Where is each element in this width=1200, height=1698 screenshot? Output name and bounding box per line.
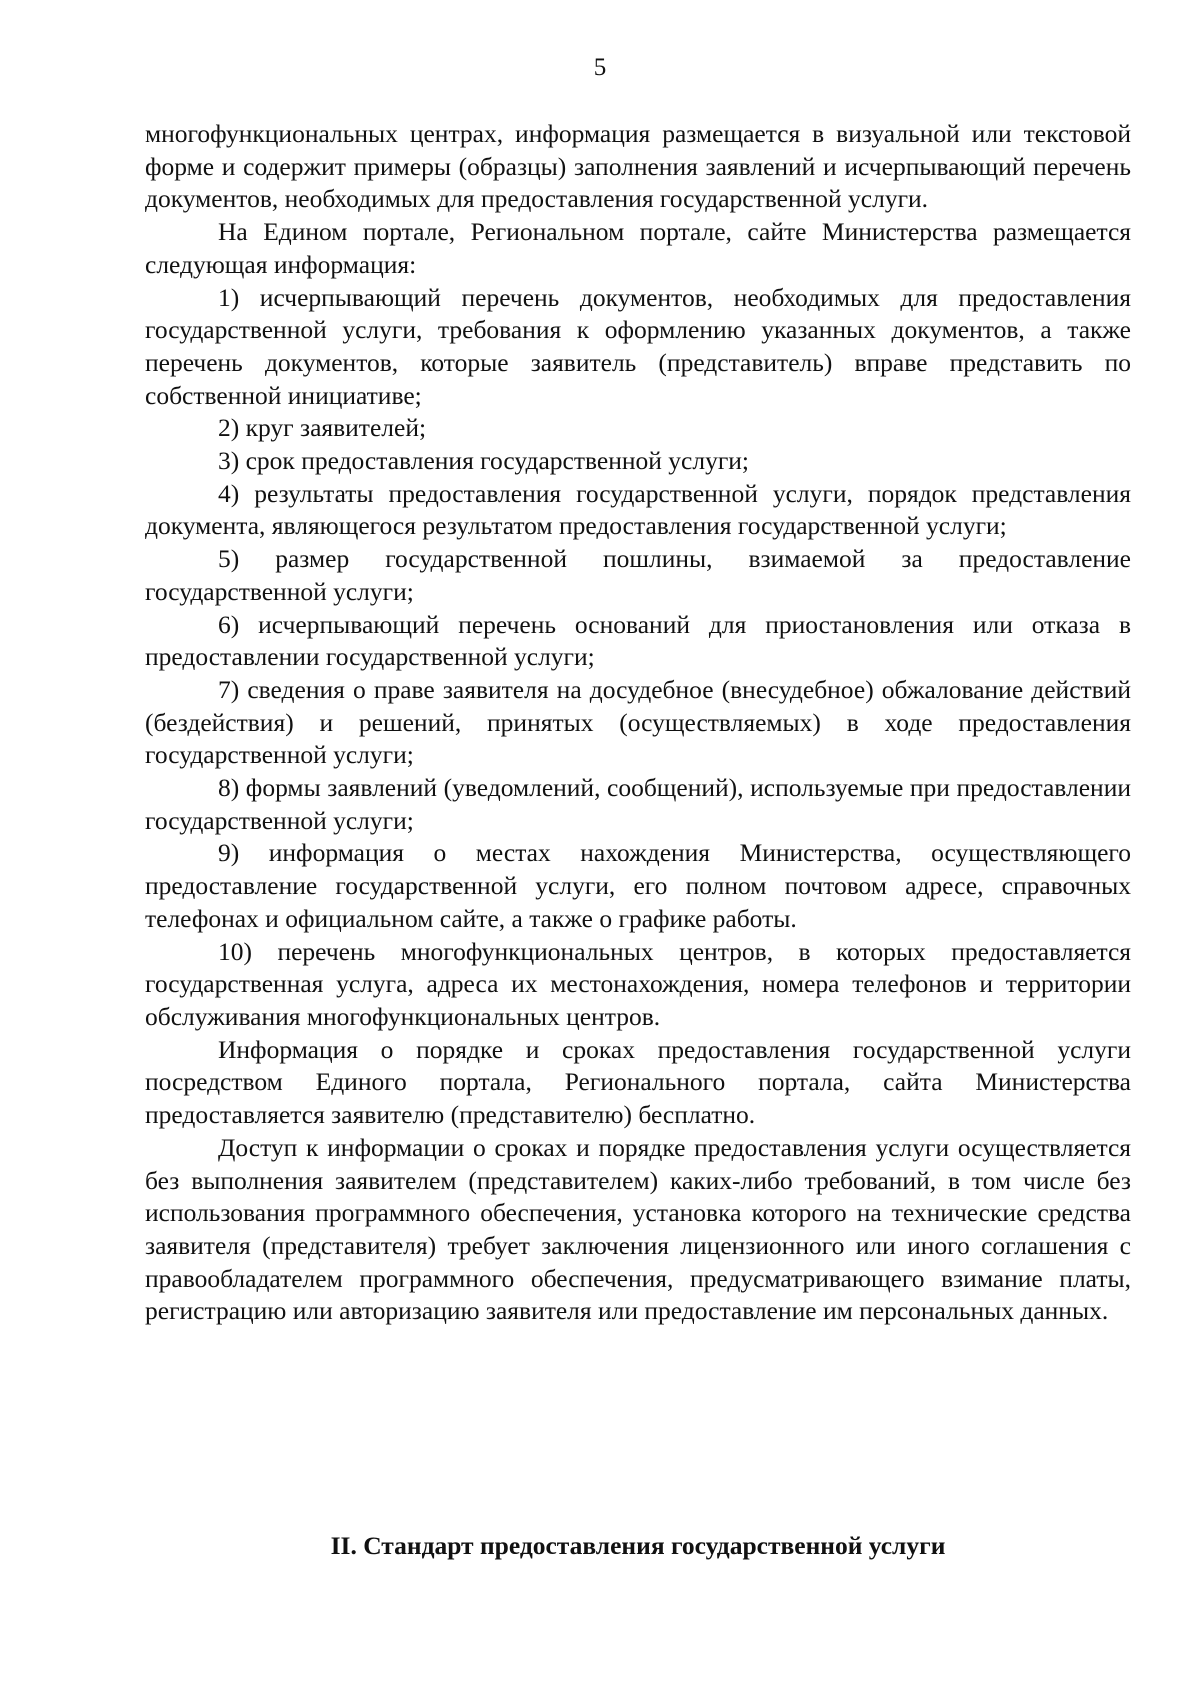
paragraph-continuation: многофункциональных центрах, информация размещается в визуальной или текстовой форме и содержит примеры (образцы) заполнения заявлений и исчерпывающий перечень документов, необходимых для предоставления государственной услуги. xyxy=(145,119,1131,214)
document-body xyxy=(145,118,1131,1328)
paragraph-access: Доступ к информации о сроках и порядке предоставления услуги осуществляется без выполнения заявителем (представителем) каких-либо требований, в том числе без использования программного обеспечения, установка которого на технические средства заявителя (представителя) требует заключения лицензионного или иного соглашения с правообладателем программного обеспечения, предусматривающего взимание платы, регистрацию или авторизацию заявителя или предоставление им персональных данных. xyxy=(145,1132,1131,1326)
list-item-5: 5) размер государственной пошлины, взимаемой за предоставление государственной услуги; xyxy=(145,544,1131,606)
paragraph-free-info: Информация о порядке и сроках предоставления государственной услуги посредством Единого портала, Регионального портала, сайта Министерства предоставляется заявителю (представителю) бесплатно. xyxy=(145,1034,1131,1130)
list-item-1: 1) исчерпывающий перечень документов, необходимых для предоставления государственной услуги, требования к оформлению указанных документов, а также перечень документов, которые заявитель (представитель) вправе представить по собственной инициативе; xyxy=(145,282,1131,410)
list-item-6: 6) исчерпывающий перечень оснований для приостановления или отказа в предоставлении государственной услуги; xyxy=(145,609,1131,672)
list-item-10: 10) перечень многофункциональных центров, в которых предоставляется государственная услуга, адреса их местонахождения, номера телефонов и территории обслуживания многофункциональных центров. xyxy=(145,936,1131,1031)
list-item-7: 7) сведения о праве заявителя на досудебное (внесудебное) обжалование действий (бездействия) и решений, принятых (осуществляемых) в ходе предоставления государственной услуги; xyxy=(145,674,1131,770)
list-item-2: 2) круг заявителей; xyxy=(218,413,427,443)
list-item-3: 3) срок предоставления государственной услуги; xyxy=(218,446,750,476)
list-item-9: 9) информация о местах нахождения Министерства, осуществляющего предоставление государственной услуги, его полном почтовом адресе, справочных телефонах и официальном сайте, а также о графике работы. xyxy=(145,838,1131,933)
paragraph-portal-info: На Едином портале, Региональном портале, сайте Министерства размещается следующая информация: xyxy=(145,217,1131,279)
section-heading: II. Стандарт предоставления государственной услуги xyxy=(330,1531,946,1560)
list-item-8: 8) формы заявлений (уведомлений, сообщений), используемые при предоставлении государственной услуги; xyxy=(145,773,1131,835)
page-number: 5 xyxy=(593,54,607,81)
list-item-4: 4) результаты предоставления государственной услуги, порядок представления документа, являющегося результатом предоставления государственной услуги; xyxy=(145,478,1131,541)
